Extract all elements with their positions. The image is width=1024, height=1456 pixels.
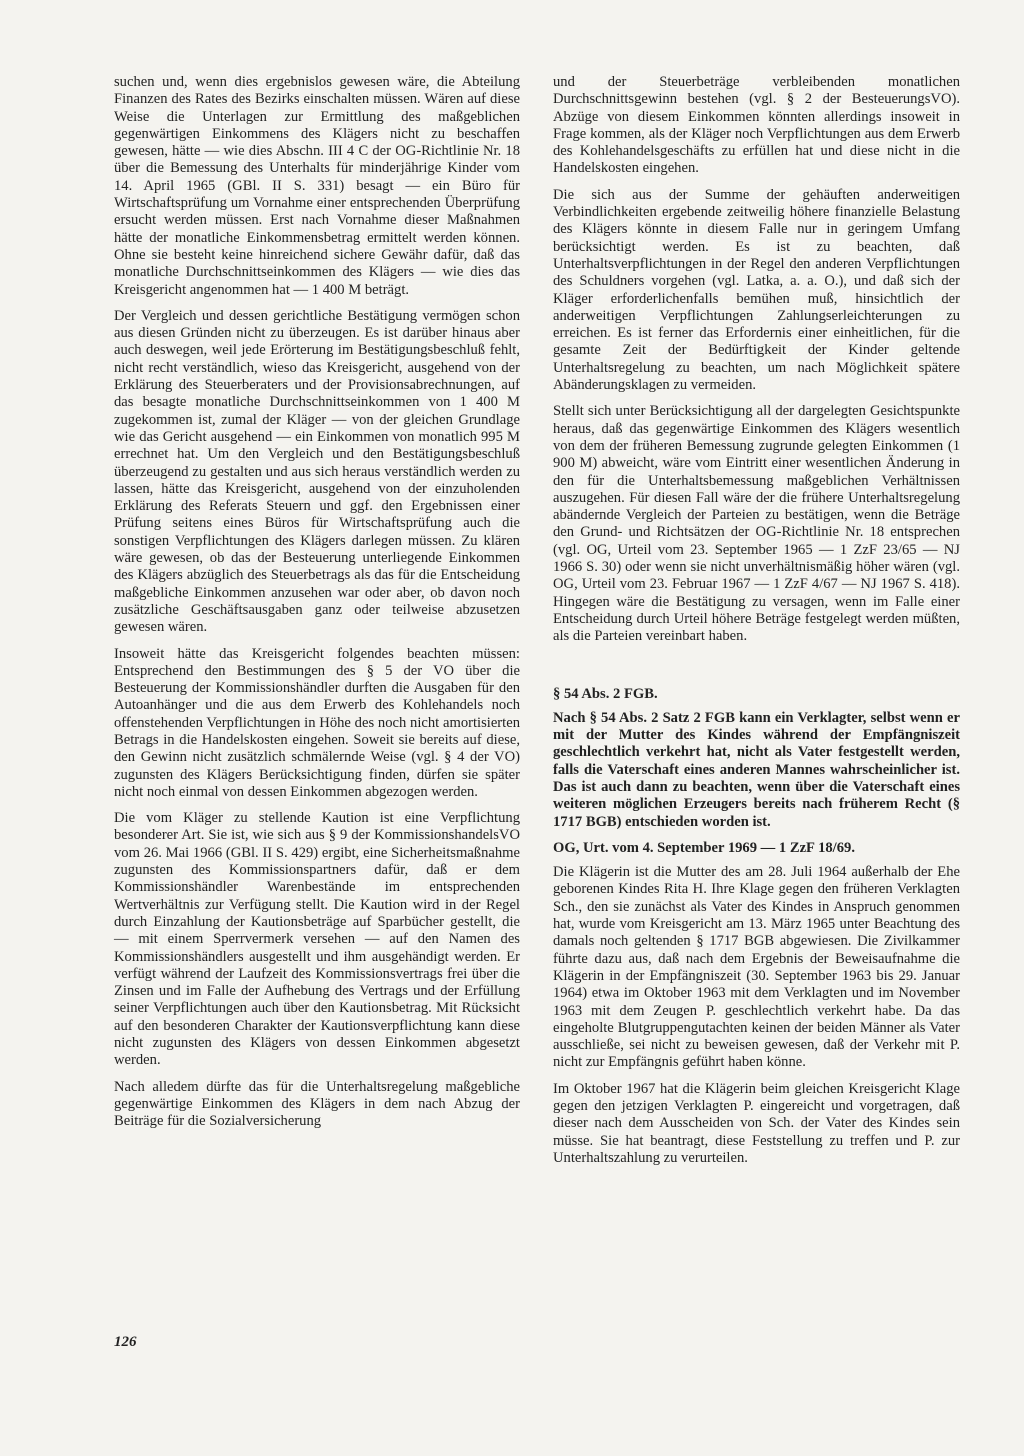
paragraph: Die Klägerin ist die Mutter des am 28. Juli 1964 außerhalb der Ehe geborenen Kindes Rita H. Ihre Klage gegen den früheren Verklagten Sch., den sie zunächst als Vater des Kindes in Anspruch genommen hat, wurde vom Kreisgericht am 13. März 1965 unter Beachtung des damals noch geltenden § 1717 BGB abgewiesen. Die Zivilkammer führte dazu aus, daß nach dem Ergebnis der Beweisaufnahme die Klägerin in der Empfängniszeit (30. September 1963 bis 29. Januar 1964) etwa im Oktober 1963 mit dem Verklagten und im November 1963 mit dem Zeugen P. geschlechtlich verkehrt habe. Da das eingeholte Blutgruppengutachten keinen der beiden Männer als Vater ausschließe, sei nicht zu beweisen gewesen, daß der Verkehr mit P. nicht zur Empfängnis geführt haben könne. xyxy=(553,864,960,1071)
paragraph: Insoweit hätte das Kreisgericht folgendes beachten müssen: Entsprechend den Bestimmungen des § 5 der VO über die Besteuerung der Kommissionshändler durften die Ausgaben für den Autoanhänger und die aus dem Erwerb des Kohlehandels noch offenstehenden Verpflichtungen in Höhe des noch nicht amortisierten Betrags in die Handelskosten eingehen. Soweit sie bereits auf diese, den Gewinn nicht zusätzlich schmälernde Weise (vgl. § 4 der VO) zugunsten des Klägers Berücksichtigung finden, dürfen sie später nicht noch einmal von dessen Einkommen abgezogen werden. xyxy=(114,645,520,800)
paragraph: Die vom Kläger zu stellende Kaution ist eine Verpflichtung besonderer Art. Sie ist, wie sich aus § 9 der KommissionshandelsVO vom 26. Mai 1966 (GBl. II S. 429) ergibt, eine Sicherheitsmaßnahme zugunsten des Kommissionspartners dafür, daß er dem Kommissionshändler Warenbestände im entsprechenden Wertverhältnis zur Verfügung stellt. Die Kaution wird in der Regel durch Einzahlung der Kautionsbeträge auf Sparbücher gestellt, die — mit einem Sperrvermerk versehen — auf den Namen des Kommissionshändlers ausgestellt und ihm ausgehändigt werden. Er verfügt während der Laufzeit des Kommissionsvertrags frei über die Zinsen und im Falle der Aufhebung des Vertrags und der Erfüllung seiner Verpflichtungen auch über den Kautionsbetrag. Mit Rücksicht auf den besonderen Charakter der Kautionsverpflichtung kann diese nicht zugunsten des Klägers von dessen Einkommen abgesetzt werden. xyxy=(114,810,520,1069)
paragraph: Nach alledem dürfte das für die Unterhaltsregelung maßgebliche gegenwärtige Einkommen des Klägers in dem nach Abzug der Beiträge für die Sozialversicherung xyxy=(114,1078,520,1130)
paragraph: Die sich aus der Summe der gehäuften anderweitigen Verbindlichkeiten ergebende zeitweilig höhere finanzielle Belastung des Klägers könnte in diesem Falle nur in geringem Umfang berücksichtigt werden. Es ist zu beachten, daß Unterhaltsverpflichtungen in der Regel den anderen Verpflichtungen des Schuldners vorgehen (vgl. Latka, a. a. O.), und daß sich der Kläger erforderlichenfalls bemühen muß, hinsichtlich der anderweitigen Verpflichtungen Zahlungserleichterungen zu erreichen. Es ist ferner das Erfordernis einer einheitlichen, für die gesamte Zeit der Bedürftigkeit der Kinder geltende Unterhaltsregelung zu beachten, um nach Möglichkeit spätere Abänderungsklagen zu vermeiden. xyxy=(553,186,960,394)
case-court-citation: OG, Urt. vom 4. September 1969 — 1 ZzF 18/69. xyxy=(553,839,855,856)
paragraph: suchen und, wenn dies ergebnislos gewesen wäre, die Abteilung Finanzen des Rates des Bezirks einschalten müssen. Wären auf diese Weise die Unterlagen zur Ermittlung des maßgeblichen gegenwärtigen Einkommens des Klägers nicht zu beschaffen gewesen, hätte — wie dies Abschn. III 4 C der OG-Richtlinie Nr. 18 über die Bemessung des Unterhalts für minderjährige Kinder vom 14. April 1965 (GBl. II S. 331) besagt — ein Büro für Wirtschaftsprüfung um Vornahme einer entsprechenden Überprüfung ersucht werden müssen. Erst nach Vornahme dieser Maßnahmen hätte der monatliche Einkommensbetrag ermittelt werden können. Ohne sie besteht keine hinreichend sichere Gewähr dafür, daß das monatliche Durchschnittseinkommen des Klägers — wie dies das Kreisgericht angenommen hat — 1 400 M beträgt. xyxy=(114,74,520,298)
case-legal-reference: § 54 Abs. 2 FGB. xyxy=(553,685,658,702)
case-section xyxy=(553,686,960,1168)
left-column xyxy=(114,74,520,1140)
page-number: 126 xyxy=(114,1334,137,1350)
paragraph: Stellt sich unter Berücksichtigung all der dargelegten Gesichtspunkte heraus, daß das gegenwärtige Einkommen des Klägers wesentlich von dem der früheren Bemessung zugrunde gelegten Einkommen (1 900 M) abweicht, wäre vom Eintritt einer wesentlichen Änderung in den für die Unterhaltsbemessung maßgeblichen Verhältnissen auszugehen. Für diesen Fall wäre der die frühere Unterhaltsregelung abändernde Vergleich der Parteien zu bestätigen, wenn die Beträge den Grund- und Richtsätzen der OG-Richtlinie Nr. 18 entsprechen (vgl. OG, Urteil vom 23. September 1965 — 1 ZzF 23/65 — NJ 1966 S. 30) oder wenn sie nicht unverhältnismäßig höher wären (vgl. OG, Urteil vom 23. Februar 1967 — 1 ZzF 4/67 — NJ 1967 S. 418). Hingegen wäre die Bestätigung zu versagen, wenn im Falle einer Entscheidung durch Urteil höhere Beträge festgelegt werden müßten, als die Parteien vereinbart haben. xyxy=(553,403,960,645)
paragraph: Der Vergleich und dessen gerichtliche Bestätigung vermögen schon aus diesen Gründen nicht zu überzeugen. Es ist darüber hinaus aber auch deswegen, weil jede Erörterung im Bestätigungsbeschluß fehlt, nicht recht verständlich, wieso das Kreisgericht, ausgehend von der Erklärung des Steuerberaters und der Provisionsabrechnungen, auf das besagte monatliche Durchschnittseinkommen von 1 400 M zugekommen ist, zumal der Kläger — von der gleichen Grundlage wie das Gericht ausgehend — ein Einkommen von monatlich 995 M errechnet hat. Um den Vergleich und den Bestätigungsbeschluß überzeugend zu gestalten und aus sich heraus verständlich werden zu lassen, hätte das Kreisgericht, ausgehend von der einzuholenden Erklärung des Referats Steuern und ggf. den Ergebnissen einer Prüfung seitens eines Büros für Wirtschaftsprüfung auch die sonstigen Verpflichtungen des Klägers darlegen müssen. Zu klären wäre gewesen, ob das der Besteuerung unterliegende Einkommen des Klägers abzüglich des Steuerbetrags als das für die Entscheidung maßgebliche Einkommen anzusehen war oder aber, ob davon noch zusätzliche Geschäftsausgaben ganz oder teilweise abzusetzen gewesen wären. xyxy=(114,307,520,636)
right-column xyxy=(553,74,960,1176)
case-headnote: Nach § 54 Abs. 2 Satz 2 FGB kann ein Verklagter, selbst wenn er mit der Mutter des Kindes während der Empfängniszeit geschlechtlich verkehrt hat, nicht als Vater festgestellt werden, falls die Vaterschaft eines anderen Mannes wahrscheinlicher ist. Das ist auch dann zu beachten, wenn über die Vaterschaft eines weiteren möglichen Erzeugers bereits nach früherem Recht (§ 1717 BGB) entschieden worden ist. xyxy=(553,709,960,830)
paragraph: und der Steuerbeträge verbleibenden monatlichen Durchschnittsgewinn bestehen (vgl. § 2 der BesteuerungsVO). Abzüge von diesem Einkommen könnten allerdings insoweit in Frage kommen, als der Kläger noch Verpflichtungen aus dem Erwerb des Kohlehandelsgeschäfts zu erfüllen hat und diese nicht in die Handelskosten eingehen. xyxy=(553,74,960,177)
paragraph: Im Oktober 1967 hat die Klägerin beim gleichen Kreisgericht Klage gegen den jetzigen Verklagten P. eingereicht und vorgetragen, daß dieser nach dem Ausscheiden von Sch. der Vater des Kindes sein müsse. Sie hat beantragt, diese Feststellung zu treffen und P. zur Unterhaltszahlung zu verurteilen. xyxy=(553,1080,960,1166)
